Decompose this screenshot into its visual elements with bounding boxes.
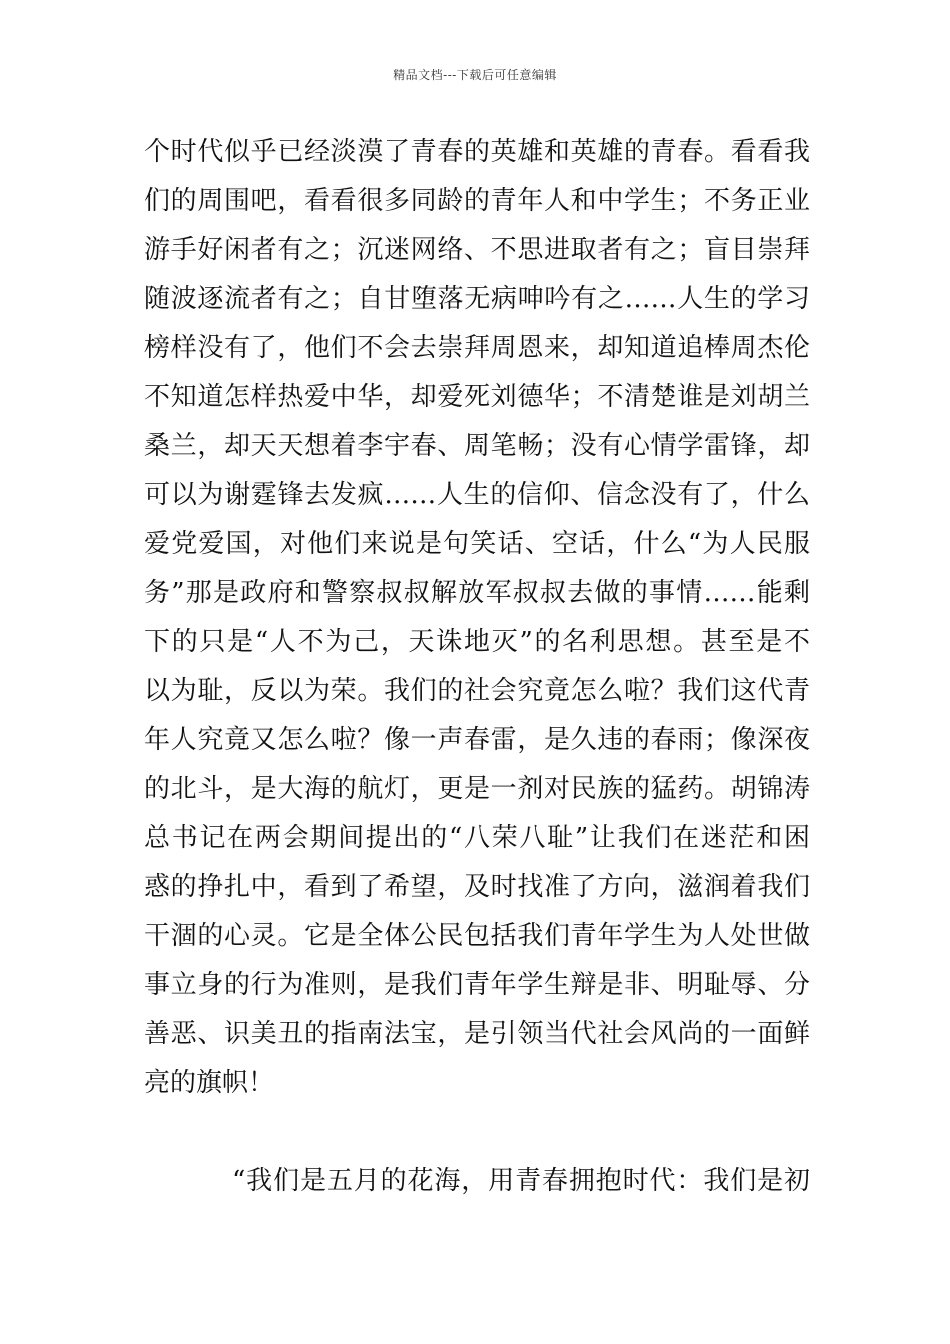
text-line: 个时代似乎已经淡漠了青春的英雄和英雄的青春。看看我 [144, 137, 810, 167]
text-line: 年人究竟又怎么啦？像一声春雷，是久违的春雨；像深夜 [144, 725, 810, 755]
text-line: 榜样没有了，他们不会去崇拜周恩来，却知道追棒周杰伦 [144, 333, 810, 363]
text-line: 可以为谢霆锋去发疯……人生的信仰、信念没有了，什么 [144, 480, 810, 510]
text-line: 以为耻，反以为荣。我们的社会究竟怎么啦？我们这代青 [144, 676, 810, 706]
paragraph-2 [144, 1157, 810, 1206]
text-line: 总书记在两会期间提出的“八荣八耻”让我们在迷茫和困 [144, 823, 810, 853]
text-line: 们的周围吧，看看很多同龄的青年人和中学生；不务正业 [144, 186, 810, 216]
text-line: 随波逐流者有之；自甘堕落无病呻吟有之……人生的学习 [144, 284, 810, 314]
text-line: 爱党爱国，对他们来说是句笑话、空话，什么“为人民服 [144, 529, 810, 559]
page-header: 精品文档---下载后可任意编辑 [393, 68, 557, 82]
text-line: “我们是五月的花海，用青春拥抱时代：我们是初 [232, 1166, 810, 1196]
text-line: 干涸的心灵。它是全体公民包括我们青年学生为人处世做 [144, 921, 810, 951]
document-body [144, 128, 810, 1206]
text-line: 务”那是政府和警察叔叔解放军叔叔去做的事情……能剩 [144, 578, 810, 608]
text-line: 的北斗，是大海的航灯，更是一剂对民族的猛药。胡锦涛 [144, 774, 810, 804]
text-line: 游手好闲者有之；沉迷网络、不思进取者有之；盲目崇拜 [144, 235, 810, 265]
paragraph-1 [144, 128, 810, 1108]
text-line: 不知道怎样热爱中华，却爱死刘德华；不清楚谁是刘胡兰 [144, 382, 810, 412]
text-line: 惑的挣扎中，看到了希望，及时找准了方向，滋润着我们 [144, 872, 810, 902]
text-line: 亮的旗帜！ [144, 1068, 275, 1098]
text-line: 事立身的行为准则，是我们青年学生辩是非、明耻辱、分 [144, 970, 810, 1000]
text-line: 下的只是“人不为己，天诛地灭”的名利思想。甚至是不 [144, 627, 810, 657]
text-line: 善恶、识美丑的指南法宝，是引领当代社会风尚的一面鲜 [144, 1019, 810, 1049]
paragraph-spacer [144, 1108, 810, 1157]
text-line: 桑兰，却天天想着李宇春、周笔畅；没有心情学雷锋，却 [144, 431, 810, 461]
